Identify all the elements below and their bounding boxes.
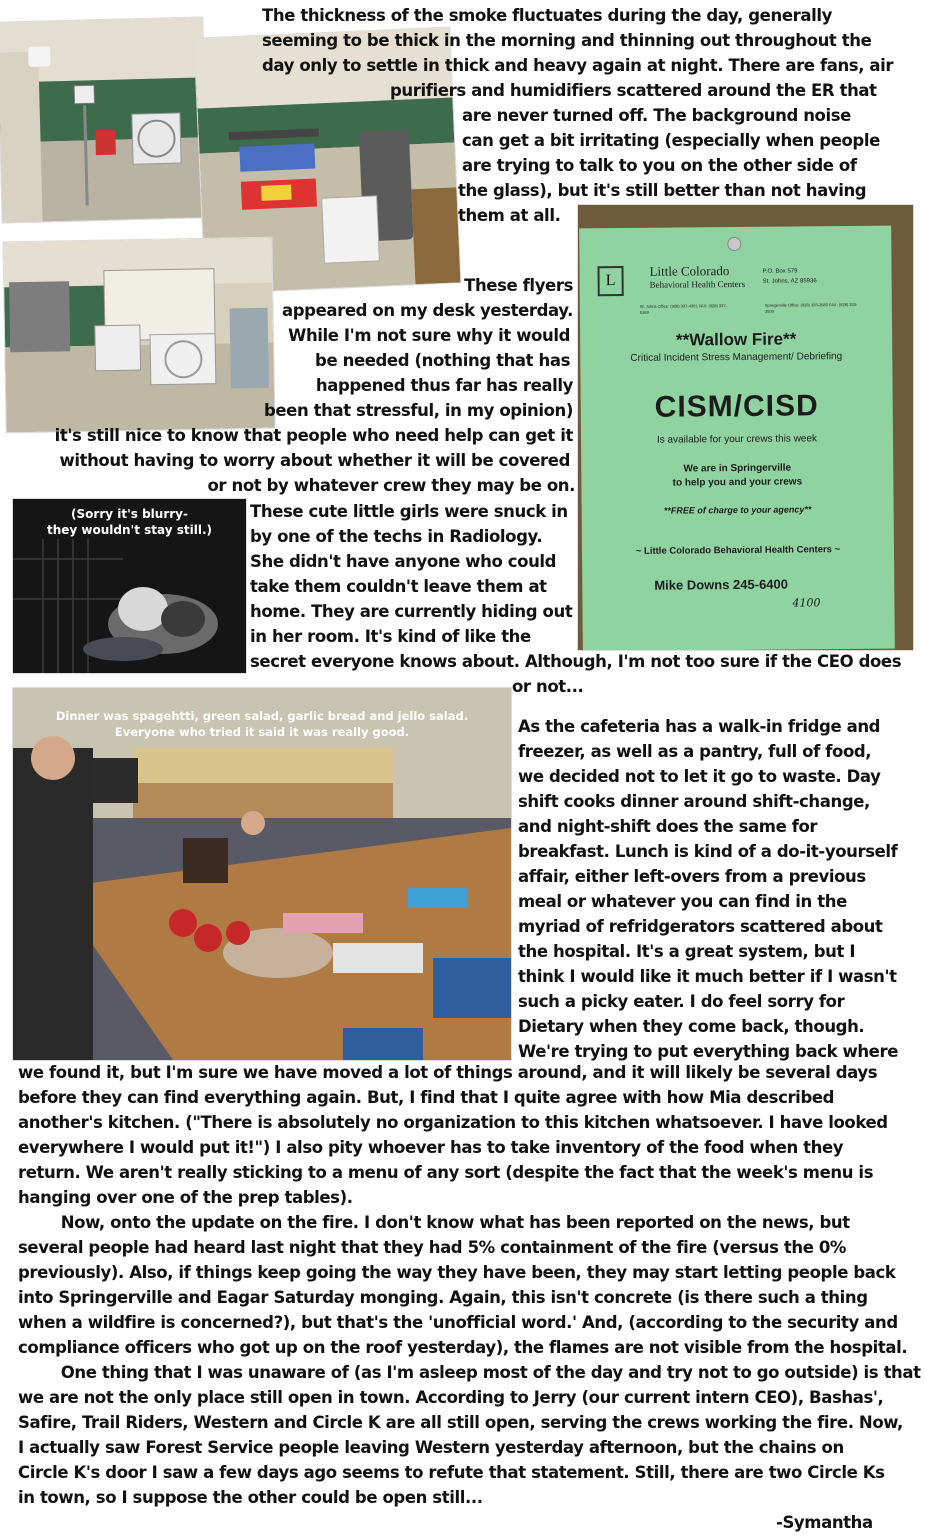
dinner-line: shift cooks dinner around shift-change, [518, 792, 870, 811]
kittens-line: or not... [512, 677, 584, 696]
flyer-event: **Wallow Fire** [675, 329, 797, 350]
dinner-caption-1: Dinner was spagehtti, green salad, garlic bread and jello salad. [55, 709, 469, 723]
flyer-centers: ~ Little Colorado Behavioral Health Centers ~ [635, 544, 841, 557]
body-line: when a wildfire is concerned?), but that's the 'unofficial word.' And, (according to the security and [18, 1313, 898, 1332]
body-line: before they can find everything again. But, I find that I quite agree with how Mia described [18, 1088, 835, 1107]
flyers-line: it's still nice to know that people who need help can get it [54, 426, 573, 445]
body-line: Now, onto the update on the fire. I don't know what has been reported on the news, but [18, 1213, 850, 1232]
body-line: we are not the only place still open in town. According to Jerry (our current intern CEO), Bashas', [18, 1388, 884, 1407]
photo-kittens [13, 499, 246, 673]
kitten-caption-1: (Sorry it's blurry- [71, 507, 188, 521]
dinner-line: and night-shift does the same for [518, 817, 818, 836]
body-line: we found it, but I'm sure we have moved a lot of things around, and it will likely be several days [18, 1063, 878, 1082]
flyer-free: **FREE of charge to your agency** [663, 504, 812, 516]
flyer-paper [579, 226, 895, 650]
body-text [18, 1060, 923, 1510]
flyers-line: These flyers [464, 276, 573, 295]
flyers-line: or not by whatever crew they may be on. [207, 476, 575, 495]
flyer-location-2: to help you and your crews [672, 476, 803, 489]
dinner-line: As the cafeteria has a walk-in fridge and [518, 717, 881, 736]
body-line: Circle K's door I saw a few days ago seems to refute that statement. Still, there are two Circle Ks [18, 1463, 885, 1482]
flyers-line: been that stressful, in my opinion) [263, 401, 573, 420]
body-line: everywhere I would put it!") I also pity whoever has to take inventory of the food when they [18, 1138, 844, 1157]
dinner-caption-2: Everyone who tried it said it was really good. [114, 725, 410, 739]
intro-line: are never turned off. The background noise [462, 106, 851, 125]
dinner-line: we decided not to let it go to waste. Day [518, 767, 881, 786]
intro-line: day only to settle in thick and heavy again at night. There are fans, air [262, 56, 894, 75]
kittens-line: home. They are currently hiding out [250, 602, 573, 621]
flyer-po-box: P.O. Box 579 [762, 268, 798, 275]
body-line: in town, so I suppose the other could be open still... [18, 1488, 483, 1507]
kittens-line: by one of the techs in Radiology. [250, 527, 543, 546]
flyer-available: Is available for your crews this week [656, 433, 818, 446]
flyer-city: St. Johns, AZ 85936 [762, 278, 817, 285]
photo-er-hallway [0, 17, 208, 222]
flyer-handwritten: 4100 [792, 596, 821, 610]
flyers-line: While I'm not sure why it would [288, 326, 570, 345]
body-line: previously). Also, if things keep going the way they have been, they may start letting people back [18, 1263, 896, 1282]
flyers-line: happened thus far has really [315, 376, 573, 395]
flyer-fine-left: St. Johns Office: (928) 337-4301 FAX: (928) 337-5269 [639, 303, 727, 315]
dinner-line: think I would like it much better if I wasn't [518, 967, 897, 986]
intro-line: purifiers and humidifiers scattered around the ER that [390, 81, 877, 100]
intro-line: the glass), but it's still better than not having [458, 181, 867, 200]
dinner-line: meal or whatever you can find in the [518, 892, 847, 911]
intro-line: can get a bit irritating (especially when people [462, 131, 880, 150]
flyers-line: be needed (nothing that has [315, 351, 570, 370]
intro-line: them at all. [458, 206, 561, 225]
flyer-pin-icon [727, 237, 741, 251]
intro-line: are trying to talk to you on the other side of [462, 156, 857, 175]
body-line: compliance officers who got up on the roof yesterday), the flames are not visible from the hospital. [18, 1338, 908, 1357]
kittens-line: secret everyone knows about. Although, I'm not too sure if the CEO does [250, 652, 902, 671]
dinner-line: affair, either left-overs from a previous [518, 867, 866, 886]
kittens-line: in her room. It's kind of like the [250, 627, 531, 646]
kittens-line: These cute little girls were snuck in [250, 502, 568, 521]
body-line: return. We aren't really sticking to a menu of any sort (despite the fact that the week's menu is [18, 1163, 874, 1182]
dinner-line: such a picky eater. I do feel sorry for [518, 992, 845, 1011]
signature: -Symantha [776, 1513, 873, 1532]
photo-cism-flyer [578, 205, 913, 650]
flyer-org-sub: Behavioral Health Centers [649, 278, 746, 290]
dinner-line: myriad of refridgerators scattered about [518, 917, 883, 936]
body-line: Safire, Trail Riders, Western and Circle K are all still open, serving the crews working the fire. Now, [18, 1413, 903, 1432]
flyer-headline: CISM/CISD [654, 389, 819, 424]
dinner-line: the hospital. It's a great system, but I [518, 942, 856, 961]
flyers-line: without having to worry about whether it will be covered [59, 451, 570, 470]
flyer-contact: Mike Downs 245-6400 [654, 576, 789, 593]
intro-line: The thickness of the smoke fluctuates during the day, generally [262, 6, 832, 25]
kittens-line: She didn't have anyone who could [250, 552, 557, 571]
intro-line: seeming to be thick in the morning and thinning out throughout the [262, 31, 872, 50]
body-line: into Springerville and Eagar Saturday monging. Again, this isn't concrete (is there such a thing [18, 1288, 868, 1307]
flyer-subtitle: Critical Incident Stress Management/ Debriefing [630, 351, 843, 364]
body-line: One thing that I was unaware of (as I'm asleep most of the day and try not to go outside) is that [18, 1363, 921, 1382]
flyer-location-1: We are in Springerville [683, 462, 792, 475]
dinner-line: freezer, as well as a pantry, full of food, [518, 742, 872, 761]
kittens-line: take them couldn't leave them at [250, 577, 547, 596]
body-line: another's kitchen. ("There is absolutely no organization to this kitchen whatsoever. I have looked [18, 1113, 888, 1132]
kitten-caption-2: they wouldn't stay still.) [47, 523, 212, 537]
flyers-line: appeared on my desk yesterday. [282, 301, 573, 320]
flyer-fine-right: Springerville Office: (928) 333-2683 FAX: (928) 333-3509 [764, 301, 858, 314]
photo-dinner [13, 688, 511, 1060]
flyer-logo-icon: L [597, 266, 623, 296]
body-line: I actually saw Forest Service people leaving Western yesterday afternoon, but the chains on [18, 1438, 844, 1457]
flyer-org-name: Little Colorado [649, 263, 730, 279]
photo-nurses-station [3, 238, 274, 433]
dinner-line: breakfast. Lunch is kind of a do-it-yourself [518, 842, 898, 861]
body-line: several people had heard last night that they had 5% containment of the fire (versus the 0% [18, 1238, 847, 1257]
dinner-line: Dietary when they come back, though. [518, 1017, 865, 1036]
dinner-line: We're trying to put everything back where [518, 1042, 898, 1061]
body-line: hanging over one of the prep tables). [18, 1188, 353, 1207]
